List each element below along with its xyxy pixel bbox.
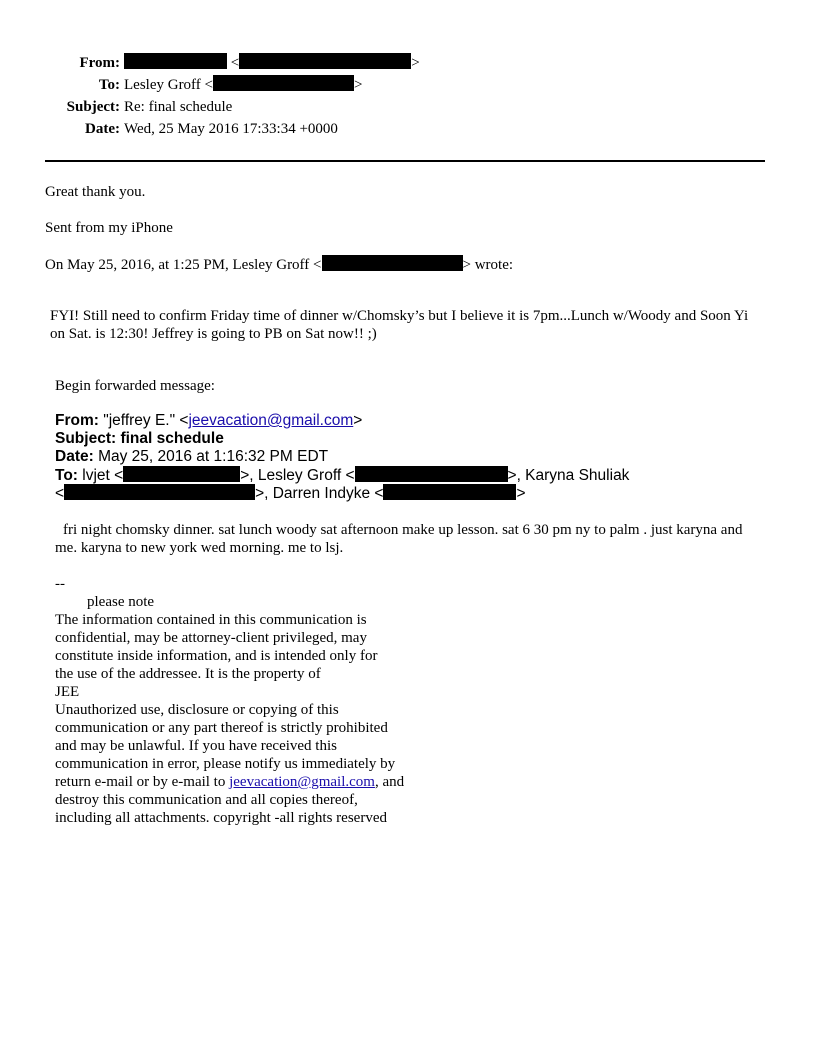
redaction-box bbox=[124, 53, 227, 69]
header-divider bbox=[45, 160, 765, 162]
sig-line-destroy: destroy this communication and all copies thereof, bbox=[55, 792, 358, 808]
header-date-row bbox=[40, 118, 338, 140]
quote-intro: On May 25, 2016, at 1:25 PM, Lesley Groff < > wrote: bbox=[45, 257, 514, 273]
header-subject-row bbox=[40, 96, 233, 118]
fyi-paragraph: FYI! Still need to confirm Friday time of dinner w/Chomsky’s but I believe it is 7pm...Lunch w/Woody and Soon Yi on Sat. is 12:30! Jeffrey is going to PB on Sat now!! ;) bbox=[50, 308, 749, 342]
subject-value: Re: final schedule bbox=[124, 99, 233, 115]
sig-please-note: please note bbox=[87, 594, 155, 610]
sig-dashes: -- bbox=[55, 576, 65, 592]
fwd-to-row: To: lvjet < >, Lesley Groff < >, Karyna Shuliak bbox=[55, 467, 630, 484]
sig-line-8: and may be unlawful. If you have received this bbox=[55, 738, 337, 754]
fwd-from-row: From: "jeffrey E." <jeevacation@gmail.com> bbox=[55, 412, 363, 429]
header-to-row bbox=[40, 74, 363, 96]
fwd-subject: Subject: final schedule bbox=[55, 430, 224, 447]
fwd-subject-row bbox=[55, 430, 224, 448]
fwd-date-value: May 25, 2016 at 1:16:32 PM EDT bbox=[98, 448, 329, 465]
redaction-box bbox=[213, 75, 354, 91]
sig-line-5: JEE bbox=[55, 684, 80, 700]
redaction-box bbox=[383, 484, 516, 500]
fwd-date-row bbox=[55, 448, 328, 466]
fwd-to-row-2: < >, Darren Indyke < > bbox=[55, 485, 526, 502]
date-label: Date: bbox=[85, 121, 120, 137]
sig-line-7: communication or any part thereof is strictly prohibited bbox=[55, 720, 388, 736]
from-value: < > bbox=[124, 52, 420, 74]
sig-line-last: including all attachments. copyright -all rights reserved bbox=[55, 810, 387, 826]
sig-email-link[interactable]: jeevacation@gmail.com bbox=[229, 774, 375, 790]
reply-line-1: Great thank you. bbox=[45, 184, 146, 200]
sig-line-1: The information contained in this communication is bbox=[55, 612, 367, 628]
sig-line-6: Unauthorized use, disclosure or copying of this bbox=[55, 702, 339, 718]
redaction-box bbox=[355, 466, 508, 482]
from-label: From: bbox=[79, 55, 120, 71]
begin-forwarded: Begin forwarded message: bbox=[55, 378, 215, 394]
redaction-box bbox=[123, 466, 240, 482]
redaction-box bbox=[64, 484, 255, 500]
fwd-to-label: To: bbox=[55, 467, 78, 484]
fwd-from-label: From: bbox=[55, 412, 99, 429]
email-header bbox=[40, 52, 420, 140]
date-value: Wed, 25 May 2016 17:33:34 +0000 bbox=[124, 121, 338, 137]
sig-line-2: confidential, may be attorney-client privileged, may bbox=[55, 630, 367, 646]
sig-line-4: the use of the addressee. It is the property of bbox=[55, 666, 321, 682]
fwd-message: fri night chomsky dinner. sat lunch woody sat afternoon make up lesson. sat 6 30 pm ny to palm . just karyna and me. karyna to new york wed morning. me to lsj. bbox=[55, 522, 743, 556]
header-from-row bbox=[40, 52, 420, 74]
to-label: To: bbox=[98, 77, 120, 93]
redaction-box bbox=[322, 255, 463, 271]
to-value: Lesley Groff < > bbox=[124, 77, 363, 93]
redaction-box bbox=[239, 53, 411, 69]
sig-return-line: return e-mail or by e-mail to jeevacation@gmail.com, and bbox=[55, 774, 405, 790]
reply-line-2: Sent from my iPhone bbox=[45, 220, 173, 236]
sig-line-9: communication in error, please notify us immediately by bbox=[55, 756, 396, 772]
fwd-from-email-link[interactable]: jeevacation@gmail.com bbox=[188, 412, 354, 429]
sig-line-3: constitute inside information, and is intended only for bbox=[55, 648, 378, 664]
subject-label: Subject: bbox=[66, 99, 120, 115]
fwd-date-label: Date: bbox=[55, 448, 94, 465]
